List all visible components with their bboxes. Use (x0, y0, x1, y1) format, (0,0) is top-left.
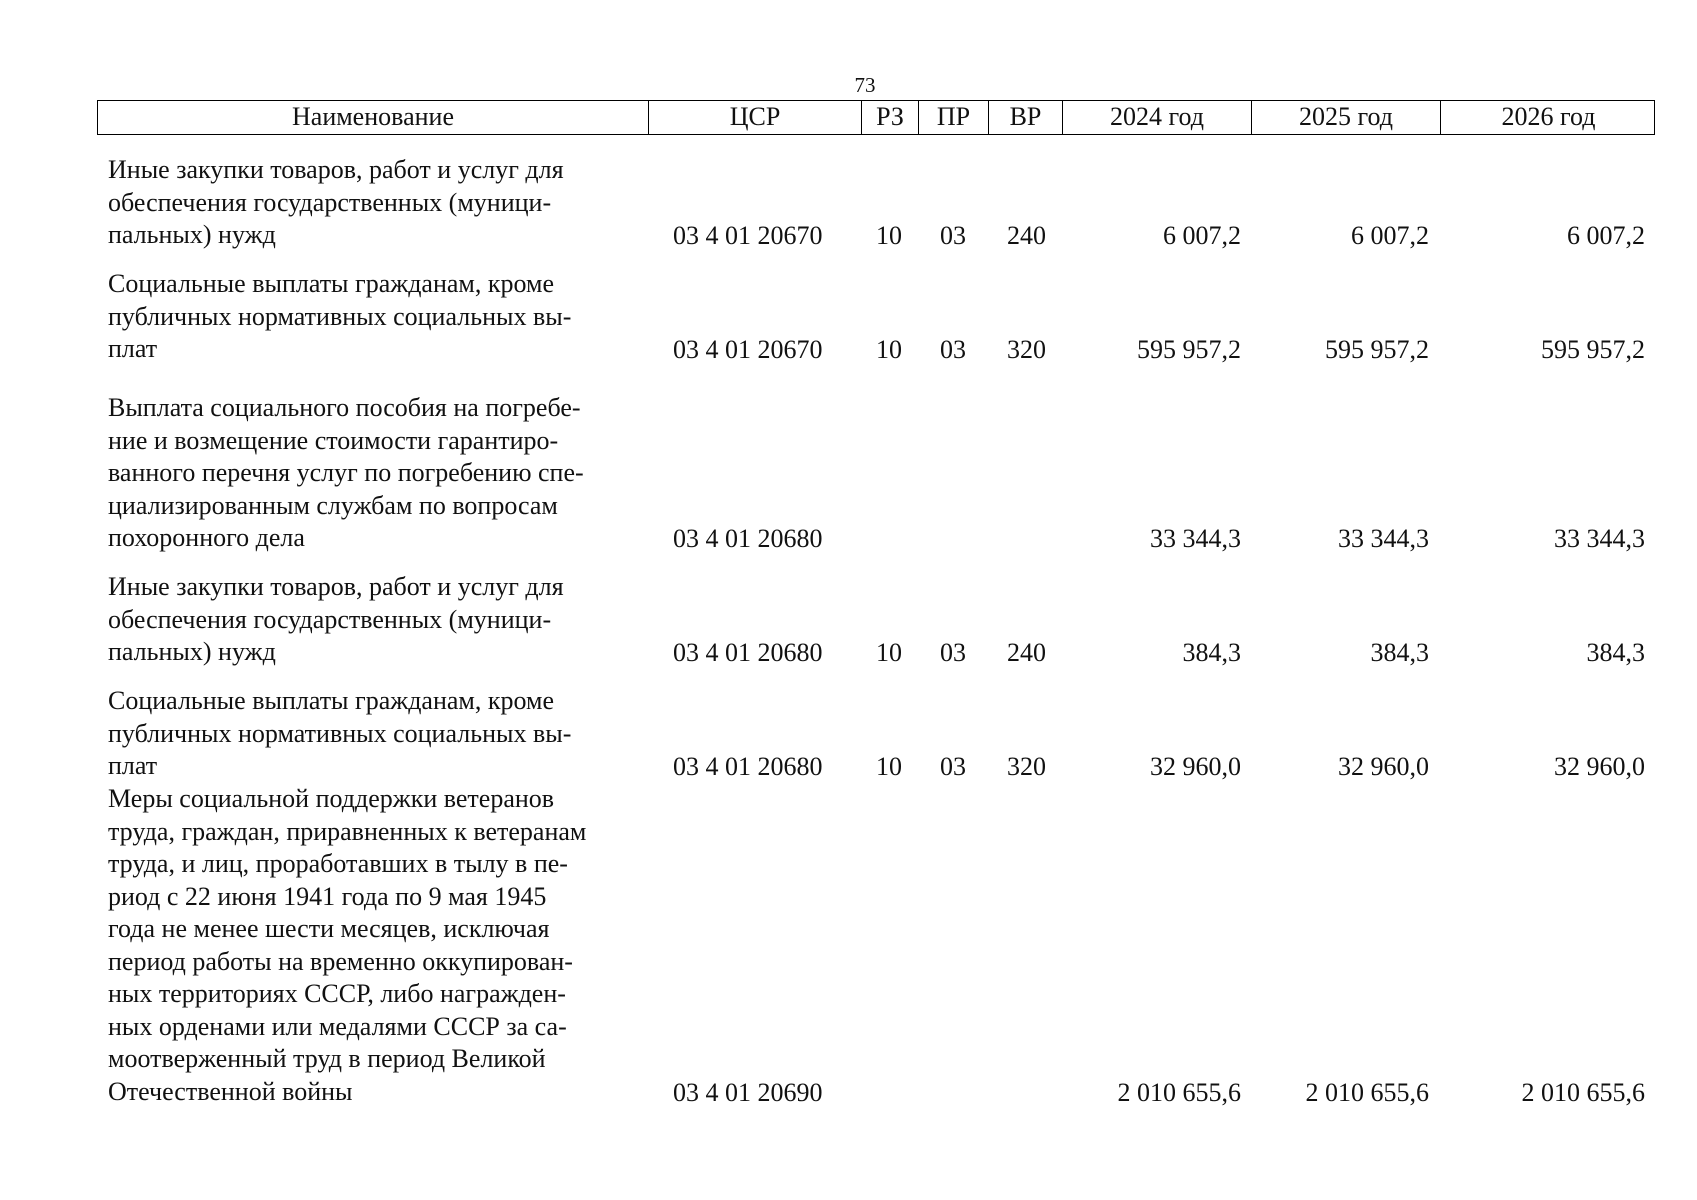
row-2026: 595 957,2 (1541, 334, 1645, 364)
row-csr: 03 4 01 20670 (673, 220, 823, 250)
table-row (0, 685, 1697, 783)
header-2024: 2024 год (1063, 101, 1252, 134)
row-2025: 384,3 (1370, 637, 1429, 667)
row-rz: 10 (876, 751, 902, 781)
row-2025: 595 957,2 (1325, 334, 1429, 364)
row-vr: 240 (1007, 637, 1046, 667)
table-row (0, 783, 1697, 1109)
row-2024: 595 957,2 (1137, 334, 1241, 364)
row-csr: 03 4 01 20690 (673, 1077, 823, 1107)
row-name: Иные закупки товаров, работ и услуг для обеспечения государственных (муници- пальных) нужд (108, 155, 564, 249)
row-2025: 32 960,0 (1338, 751, 1429, 781)
page-number: 73 (854, 73, 876, 97)
row-vr: 320 (1007, 334, 1046, 364)
header-name: Наименование (98, 101, 649, 134)
row-2024: 33 344,3 (1150, 523, 1241, 553)
table-row (0, 154, 1697, 252)
row-pr: 03 (940, 334, 966, 364)
table-row (0, 268, 1697, 366)
row-name: Социальные выплаты гражданам, кроме публичных нормативных социальных вы- плат (108, 269, 572, 363)
header-2026: 2026 год (1501, 102, 1596, 131)
row-2026: 6 007,2 (1567, 220, 1645, 250)
row-pr: 03 (940, 751, 966, 781)
row-pr: 03 (940, 637, 966, 667)
row-2026: 33 344,3 (1554, 523, 1645, 553)
header-rz: РЗ (862, 101, 919, 134)
table-row (0, 571, 1697, 669)
row-2025: 6 007,2 (1351, 220, 1429, 250)
row-rz: 10 (876, 334, 902, 364)
row-2024: 6 007,2 (1163, 220, 1241, 250)
row-rz: 10 (876, 220, 902, 250)
header-pr: ПР (919, 101, 989, 134)
row-rz: 10 (876, 637, 902, 667)
row-2026: 384,3 (1586, 637, 1645, 667)
row-name: Социальные выплаты гражданам, кроме публичных нормативных социальных вы- плат (108, 686, 572, 780)
row-2024: 2 010 655,6 (1117, 1077, 1241, 1107)
row-2025: 2 010 655,6 (1305, 1077, 1429, 1107)
row-2026: 32 960,0 (1554, 751, 1645, 781)
row-vr: 320 (1007, 751, 1046, 781)
row-name: Иные закупки товаров, работ и услуг для обеспечения государственных (муници- пальных) нужд (108, 572, 564, 666)
header-csr: ЦСР (649, 101, 862, 134)
row-pr: 03 (940, 220, 966, 250)
row-2025: 33 344,3 (1338, 523, 1429, 553)
row-csr: 03 4 01 20680 (673, 751, 823, 781)
table-row (0, 392, 1697, 555)
row-csr: 03 4 01 20680 (673, 523, 823, 553)
row-2024: 384,3 (1182, 637, 1241, 667)
row-csr: 03 4 01 20670 (673, 334, 823, 364)
table-header (97, 100, 1655, 135)
header-2025: 2025 год (1252, 101, 1441, 134)
row-2026: 2 010 655,6 (1521, 1077, 1645, 1107)
row-vr: 240 (1007, 220, 1046, 250)
row-2024: 32 960,0 (1150, 751, 1241, 781)
row-csr: 03 4 01 20680 (673, 637, 823, 667)
row-name: Меры социальной поддержки ветеранов труда, граждан, приравненных к ветеранам труда, и лиц, проработавших в тылу в пе- риод с 22 июня 1941 года по 9 мая 1945 года не менее шести месяцев, исключая период работы на временно оккупирован- ных территориях СССР, либо награжден- ных орденами или медалями СССР за са- моотверженный труд в период Великой Отечественной войны (108, 784, 587, 1106)
row-name: Выплата социального пособия на погребе- ние и возмещение стоимости гарантиро- ванного перечня услуг по погребению спе- циализированным службам по вопросам похоронного дела (108, 393, 584, 552)
header-vr: ВР (989, 101, 1063, 134)
